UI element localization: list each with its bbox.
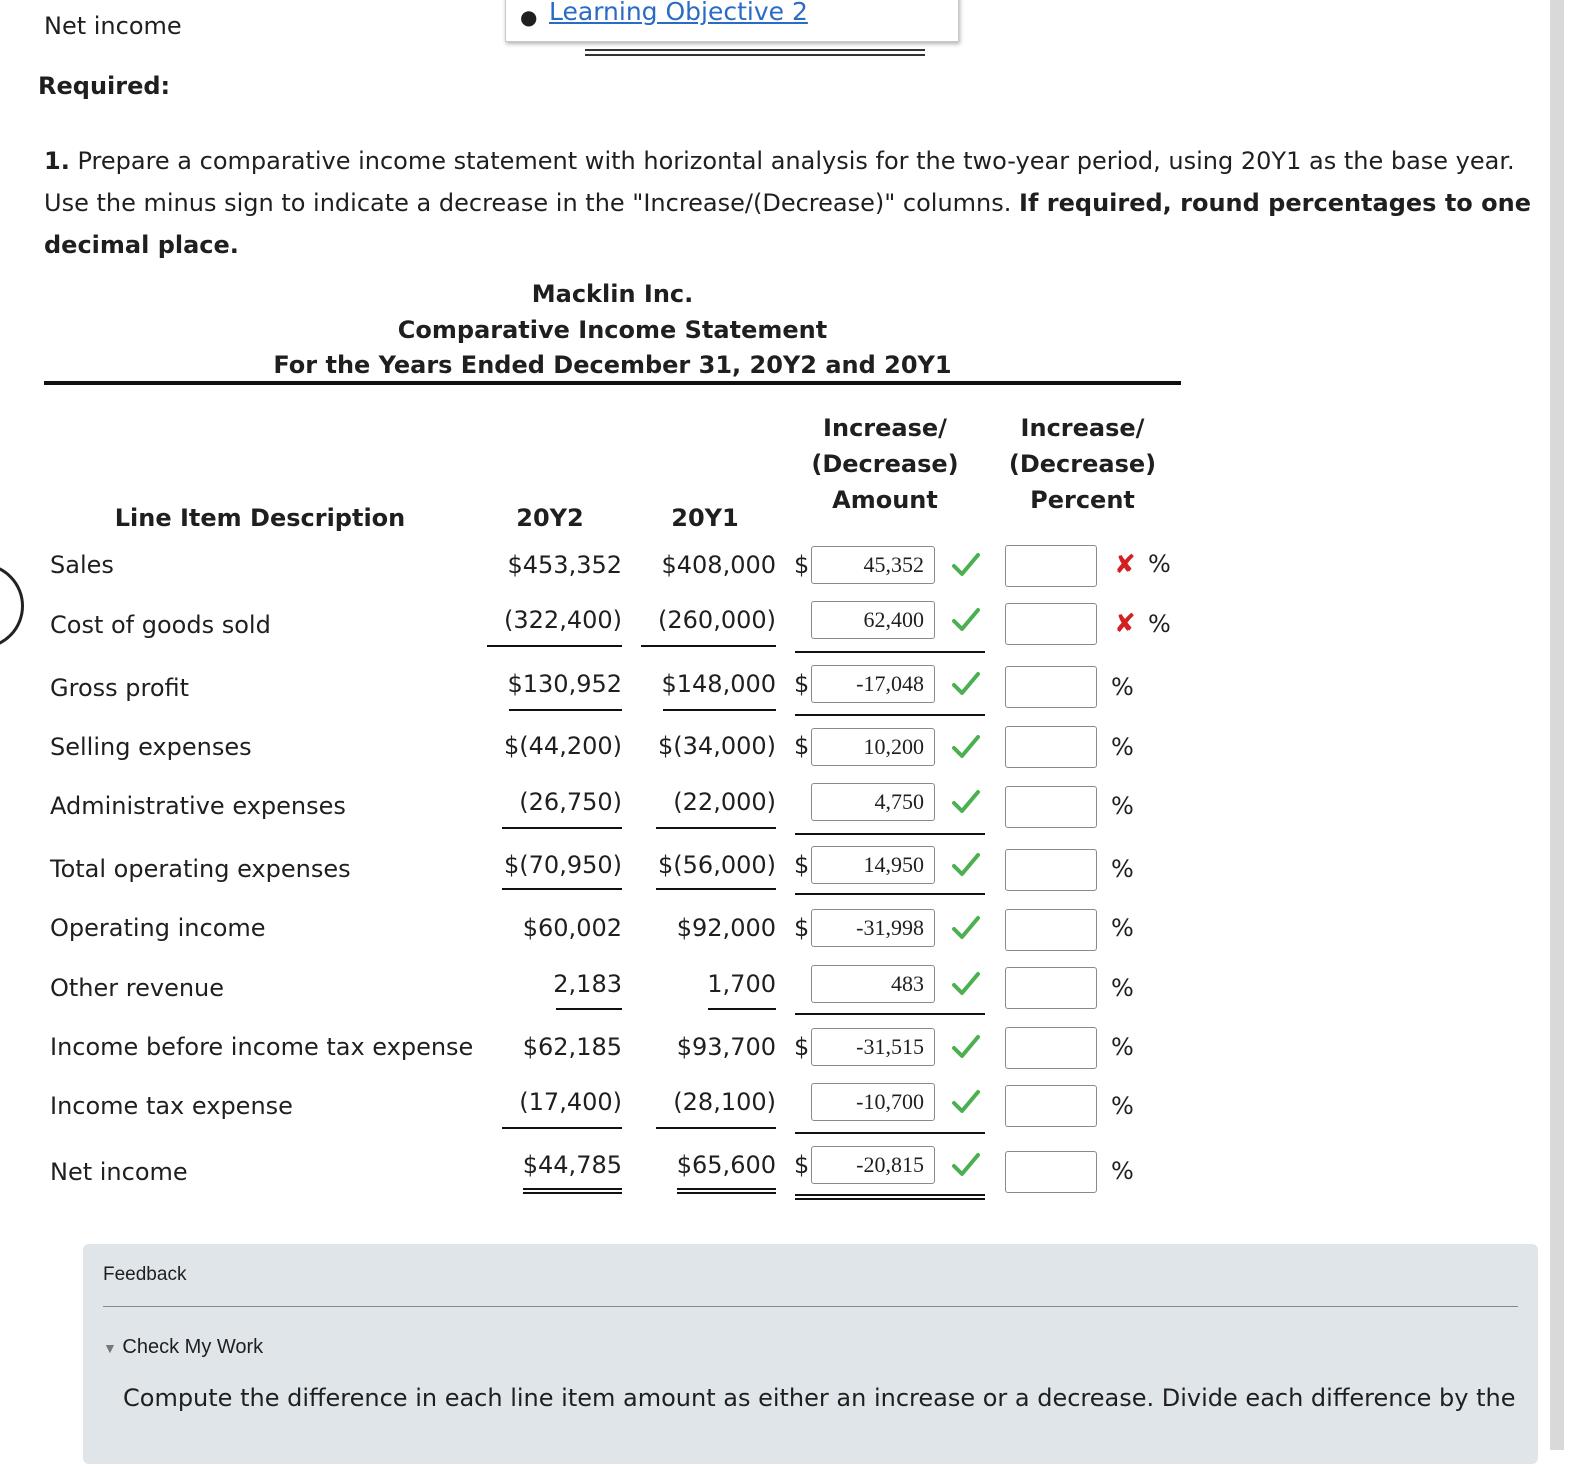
percent-input[interactable] [1005, 666, 1097, 708]
value-20y1: 1,700 [707, 970, 776, 998]
amount-input[interactable]: -31,998 [811, 909, 935, 947]
header-percent [995, 410, 1170, 518]
header-percent-line3: Percent [1030, 486, 1135, 514]
header-20y1: 20Y1 [671, 504, 739, 532]
rule-toe-20y1 [656, 888, 776, 890]
check-icon [950, 668, 982, 700]
percent-sign: % [1148, 610, 1171, 638]
instruction-bold-text: If required, round percentages to one decimal place. [44, 189, 1531, 259]
percent-sign: % [1111, 1092, 1134, 1120]
value-20y2: (17,400) [519, 1088, 622, 1116]
row-label: Cost of goods sold [50, 611, 271, 639]
amount-input[interactable]: 45,352 [811, 546, 935, 584]
check-icon [950, 604, 982, 636]
partial-circle-marker [0, 563, 24, 649]
amount-input[interactable]: -31,515 [811, 1028, 935, 1066]
value-20y2: $62,185 [522, 1033, 622, 1061]
percent-input[interactable] [1005, 786, 1097, 828]
percent-input[interactable] [1005, 726, 1097, 768]
percent-input[interactable] [1005, 1027, 1097, 1069]
check-icon [950, 731, 982, 763]
header-percent-line2: (Decrease) [1008, 450, 1157, 478]
percent-sign: % [1111, 855, 1134, 883]
percent-input[interactable] [1005, 967, 1097, 1009]
statement-title: Comparative Income Statement [397, 316, 828, 344]
value-20y2: $44,785 [522, 1151, 622, 1179]
value-20y1: (260,000) [658, 606, 776, 634]
value-20y2: $453,352 [507, 551, 622, 579]
percent-input[interactable] [1005, 545, 1097, 587]
check-icon [950, 1031, 982, 1063]
dollar-sign: $ [794, 1033, 810, 1061]
title-rule [44, 381, 1181, 385]
amount-input[interactable]: 10,200 [811, 728, 935, 766]
row-label: Income tax expense [50, 1092, 293, 1120]
rule-tax-20y1 [656, 1127, 776, 1129]
value-20y1: $65,600 [676, 1151, 776, 1179]
value-20y2: $(44,200) [504, 732, 622, 760]
amount-input[interactable]: -10,700 [811, 1083, 935, 1121]
dollar-sign: $ [794, 551, 810, 579]
check-icon [950, 849, 982, 881]
header-description: Line Item Description [114, 504, 406, 532]
triangle-down-icon: ▼ [103, 1340, 117, 1356]
percent-sign: % [1111, 792, 1134, 820]
value-20y1: (28,100) [673, 1088, 776, 1116]
feedback-divider [103, 1306, 1518, 1307]
instruction-text: Prepare a comparative income statement with horizontal analysis for the two-year period, using 20Y1 as the base year. Use the minus sign to indicate a decrease in the "Increase/(Decrease)" columns. [44, 147, 1515, 217]
required-heading: Required: [38, 72, 171, 100]
row-label: Total operating expenses [50, 855, 351, 883]
popup-underline [585, 49, 925, 51]
amount-input[interactable]: -17,048 [811, 665, 935, 703]
percent-input[interactable] [1005, 1151, 1097, 1193]
percent-sign: % [1111, 733, 1134, 761]
check-my-work-toggle[interactable] [103, 1336, 263, 1359]
header-amount-line3: Amount [832, 486, 938, 514]
cross-icon: ✘ [1114, 550, 1136, 580]
value-20y1: (22,000) [673, 788, 776, 816]
header-percent-line1: Increase/ [1020, 414, 1145, 442]
amount-input[interactable]: 4,750 [811, 783, 935, 821]
row-label: Operating income [50, 914, 266, 942]
bullet-icon: ● [520, 5, 538, 29]
feedback-panel [83, 1244, 1538, 1464]
value-20y2: $130,952 [507, 670, 622, 698]
learning-objective-popup [505, 0, 959, 42]
rule-admin-20y2 [502, 827, 622, 829]
page-scrollbar[interactable] [1550, 0, 1564, 1450]
double-rule-ni-20y1 [677, 1188, 776, 1194]
cross-icon: ✘ [1114, 609, 1136, 639]
dollar-sign: $ [794, 914, 810, 942]
rule-gp-20y2 [509, 709, 622, 711]
rule-gp-amount [795, 714, 985, 716]
row-label: Administrative expenses [50, 792, 346, 820]
rule-tax-amount [795, 1132, 985, 1134]
percent-sign: % [1111, 914, 1134, 942]
check-icon [950, 549, 982, 581]
learning-objective-link[interactable]: Learning Objective 2 [549, 0, 808, 26]
rule-gp-20y1 [663, 709, 776, 711]
instruction-number: 1. [44, 147, 70, 175]
rule-toe-20y2 [502, 888, 622, 890]
percent-sign: % [1148, 550, 1171, 578]
value-20y1: $93,700 [676, 1033, 776, 1061]
header-20y2: 20Y2 [516, 504, 584, 532]
value-20y1: $92,000 [676, 914, 776, 942]
rule-admin-20y1 [656, 827, 776, 829]
percent-input[interactable] [1005, 909, 1097, 951]
amount-input[interactable]: 14,950 [811, 846, 935, 884]
check-icon [950, 1149, 982, 1181]
check-my-work-label: Check My Work [122, 1336, 264, 1358]
value-20y2: (322,400) [504, 606, 622, 634]
dollar-sign: $ [794, 670, 810, 698]
company-name: Macklin Inc. [531, 280, 694, 308]
check-icon [950, 1086, 982, 1118]
dollar-sign: $ [794, 851, 810, 879]
rule-tax-20y2 [502, 1127, 622, 1129]
row-label: Income before income tax expense [50, 1033, 474, 1061]
value-20y2: 2,183 [553, 970, 622, 998]
popup-underline-2 [585, 54, 925, 56]
value-20y1: $(56,000) [658, 851, 776, 879]
percent-sign: % [1111, 673, 1134, 701]
rule-cogs-20y1 [641, 645, 776, 647]
value-20y1: $408,000 [661, 551, 776, 579]
row-label: Gross profit [50, 674, 190, 702]
header-amount-line1: Increase/ [823, 414, 947, 442]
row-label: Other revenue [50, 974, 225, 1002]
value-20y1: $(34,000) [658, 732, 776, 760]
rule-toe-amount [795, 893, 985, 895]
feedback-title: Feedback [103, 1264, 187, 1285]
dollar-sign: $ [794, 732, 810, 760]
percent-input[interactable] [1005, 1085, 1097, 1127]
value-20y2: (26,750) [519, 788, 622, 816]
amount-input[interactable]: 62,400 [811, 601, 935, 639]
header-amount [795, 410, 975, 518]
double-rule-ni-20y2 [523, 1188, 622, 1194]
percent-input[interactable] [1005, 849, 1097, 891]
rule-admin-amount [795, 833, 985, 835]
percent-input[interactable] [1005, 603, 1097, 645]
value-20y1: $148,000 [661, 670, 776, 698]
header-amount-line2: (Decrease) [811, 450, 959, 478]
rule-other-20y2 [556, 1008, 622, 1010]
value-20y2: $60,002 [522, 914, 622, 942]
net-income-label-top: Net income [44, 12, 182, 40]
amount-input[interactable]: 483 [811, 965, 935, 1003]
check-icon [950, 786, 982, 818]
rule-other-20y1 [708, 1008, 776, 1010]
rule-cogs-20y2 [487, 645, 622, 647]
double-rule-ni-amount [795, 1194, 985, 1200]
percent-sign: % [1111, 1157, 1134, 1185]
value-20y2: $(70,950) [504, 851, 622, 879]
percent-sign: % [1111, 974, 1134, 1002]
row-label: Selling expenses [50, 733, 252, 761]
feedback-text: Compute the difference in each line item amount as either an increase or a decrease. Divide each difference by the [123, 1384, 1516, 1412]
check-icon [950, 912, 982, 944]
statement-period: For the Years Ended December 31, 20Y2 and 20Y1 [273, 351, 952, 379]
row-label: Sales [50, 551, 114, 579]
check-icon [950, 968, 982, 1000]
percent-sign: % [1111, 1033, 1134, 1061]
instructions-paragraph [44, 140, 1534, 266]
rule-cogs-amount [795, 651, 985, 653]
amount-input[interactable]: -20,815 [811, 1146, 935, 1184]
row-label: Net income [50, 1158, 188, 1186]
rule-other-amount [795, 1013, 985, 1015]
dollar-sign: $ [794, 1151, 810, 1179]
